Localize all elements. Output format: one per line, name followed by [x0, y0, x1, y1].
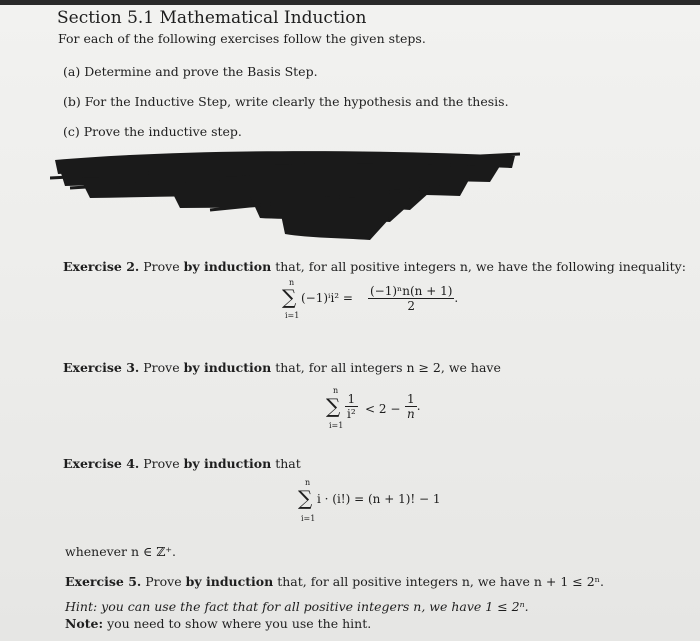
exercise-3-intro: Prove — [143, 360, 180, 375]
ex3-frac1-wrap — [345, 392, 358, 421]
exercise-4-intro: Prove — [143, 456, 180, 471]
ex3-den1: i² — [347, 407, 356, 421]
exercise-5-rest: that, for all positive integers n, we have n + 1 ≤ 2ⁿ. — [277, 574, 605, 589]
hint-text: you can use the fact that for all positive integers n, we have 1 ≤ 2ⁿ. — [101, 599, 529, 614]
ex3-den2: n — [407, 407, 415, 421]
exercise-4-label: Exercise 4. — [63, 456, 140, 471]
exercise-5-by-induction: by induction — [185, 574, 274, 589]
ex3-sum-lower: i=1 — [329, 421, 344, 430]
ex3-num1: 1 — [345, 392, 358, 407]
ex3-frac2-wrap — [405, 392, 421, 421]
step-b-text: For the Inductive Step, write clearly the hypothesis and the thesis. — [84, 94, 509, 109]
hint-label: Hint: — [65, 599, 98, 614]
ex3-mid: < 2 − — [365, 402, 401, 416]
exercise-2-statement — [63, 259, 686, 274]
exercise-2-by-induction: by induction — [183, 259, 272, 274]
exercise-3-by-induction: by induction — [183, 360, 272, 375]
exercise-4-by-induction: by induction — [183, 456, 272, 471]
exercise-4-whenever: whenever n ∈ ℤ⁺. — [65, 544, 176, 559]
ex2-lhs: (−1)ⁱi² = — [301, 291, 353, 305]
ex2-frac — [368, 284, 454, 313]
section-title: Section 5.1 Mathematical Induction — [57, 8, 367, 28]
ex4-sigma: ∑ — [298, 486, 313, 510]
ex2-sum-lower: i=1 — [285, 311, 300, 320]
ex2-end: . — [454, 291, 459, 305]
exercise-3-statement — [63, 360, 501, 375]
note-text: you need to show where you use the hint. — [107, 616, 372, 631]
ex3-sigma: ∑ — [326, 394, 341, 418]
ex2-sigma: ∑ — [282, 285, 297, 309]
exercise-3-rest: that, for all integers n ≥ 2, we have — [275, 360, 501, 375]
exercise-3-label: Exercise 3. — [63, 360, 140, 375]
exercise-5-intro: Prove — [145, 574, 182, 589]
ex2-fraction — [368, 284, 458, 313]
section-subtitle: For each of the following exercises follow the given steps. — [58, 31, 426, 46]
ex3-sum-upper: n — [333, 386, 339, 395]
exercise-5-hint — [65, 599, 529, 614]
step-a — [63, 64, 318, 79]
step-a-text: Determine and prove the Basis Step. — [84, 64, 318, 79]
top-edge — [0, 0, 700, 5]
ex2-num: (−1)ⁿn(n + 1) — [370, 284, 453, 298]
step-a-label: (a) — [63, 64, 81, 79]
exercise-5-statement — [65, 574, 604, 589]
step-c-label: (c) — [63, 124, 80, 139]
ex4-sum-upper: n — [305, 478, 311, 487]
redaction-scribble — [50, 148, 520, 248]
note-label: Note: — [65, 616, 104, 631]
exercise-5-label: Exercise 5. — [65, 574, 142, 589]
ex3-frac1 — [345, 392, 358, 421]
exercise-2-label: Exercise 2. — [63, 259, 140, 274]
ex4-expr: i · (i!) = (n + 1)! − 1 — [317, 492, 441, 506]
exercise-4-rest: that — [275, 456, 301, 471]
step-c — [63, 124, 242, 139]
ex2-den: 2 — [407, 299, 416, 313]
step-b — [63, 94, 509, 109]
exercise-2-intro: Prove — [143, 259, 180, 274]
exercise-5-note — [65, 616, 371, 631]
step-b-label: (b) — [63, 94, 81, 109]
ex3-frac2 — [405, 392, 417, 421]
exercise-2-rest: that, for all positive integers n, we have the following inequality: — [275, 259, 686, 274]
ex2-sum-upper: n — [289, 278, 295, 287]
exercise-4-statement — [63, 456, 301, 471]
ex3-num2: 1 — [405, 392, 417, 407]
step-c-text: Prove the inductive step. — [83, 124, 242, 139]
ex3-end: . — [416, 399, 421, 413]
ex4-sum-lower: i=1 — [301, 514, 316, 523]
